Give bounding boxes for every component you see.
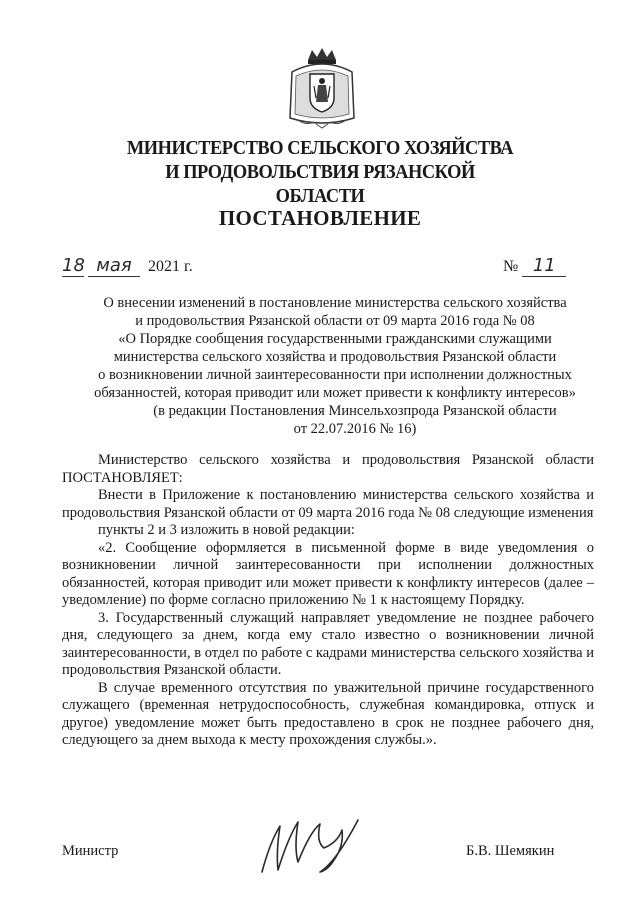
subject-line: обязанностей, которая приводит или может привести к конфликту интересов» [94, 385, 576, 401]
signatory-position: Министр [62, 843, 119, 859]
body-paragraph-clause-3: 3. Государственный служащий направляет уведомление не позднее рабочего дня, следующего за днем, когда ему стало известно о возникновении личной заинтересованности, в отдел по работе с кадрами министерства сельского хозяйства и продовольствия Рязанской области. [62, 609, 594, 678]
document-subject [60, 294, 610, 438]
number-value: 11 [522, 255, 566, 277]
body-paragraph-clause-2: «2. Сообщение оформляется в письменной форме в виде уведомления о возникновении личной заинтересованности при исполнении должностных обязанностей, которая приводит или может привести к конфликту интересов (далее – уведомление) по форме согласно приложению № 1 к настоящему Порядку. [62, 539, 594, 608]
document-body [62, 452, 594, 750]
ministry-line-2: И ПРОДОВОЛЬСТВИЯ РЯЗАНСКОЙ ОБЛАСТИ [165, 161, 475, 207]
subject-line: «О Порядке сообщения государственными гражданскими служащими [118, 331, 552, 347]
body-paragraph-items: пункты 2 и 3 изложить в новой редакции: [98, 522, 355, 538]
subject-line: министерства сельского хозяйства и продовольствия Рязанской области [113, 349, 557, 365]
document-type: ПОСТАНОВЛЕНИЕ [218, 206, 422, 230]
coat-of-arms-icon [286, 46, 358, 130]
subject-line: от 22.07.2016 № 16) [293, 421, 417, 437]
subject-line: О внесении изменений в постановление министерства сельского хозяйства [103, 295, 567, 311]
signatory-name: Б.В. Шемякин [466, 843, 555, 859]
subject-line: о возникновении личной заинтересованности при исполнении должностных [98, 367, 572, 383]
ministry-line-1: МИНИСТЕРСТВО СЕЛЬСКОГО ХОЗЯЙСТВА [126, 137, 514, 159]
ministry-name [127, 136, 513, 208]
body-paragraph-absence: В случае временного отсутствия по уважительной причине государственного служащего (временная нетрудоспособность, служебная командировка, отпуск и другое) уведомление может быть предоставлено в срок не позднее рабочего дня, следующего за днем выхода к месту прохождения службы.». [62, 679, 594, 748]
handwritten-signature-icon [258, 812, 368, 878]
body-paragraph-amend: Внести в Приложение к постановлению министерства сельского хозяйства и продовольствия Рязанской области от 09 марта 2016 года № 08 следующие изменения [62, 487, 594, 521]
body-paragraph-resolves: Министерство сельского хозяйства и продовольствия Рязанской области ПОСТАНОВЛЯЕТ: [62, 452, 594, 486]
date-year: 2021 г. [148, 258, 193, 275]
date-day: 18 [62, 255, 85, 276]
subject-line: (в редакции Постановления Минсельхозпрода Рязанской области [153, 403, 557, 419]
document-number [503, 255, 566, 277]
document-date [62, 255, 193, 277]
date-month: мая [88, 255, 140, 277]
subject-line: и продовольствия Рязанской области от 09 марта 2016 года № 08 [135, 313, 535, 329]
number-label: № [503, 258, 519, 275]
